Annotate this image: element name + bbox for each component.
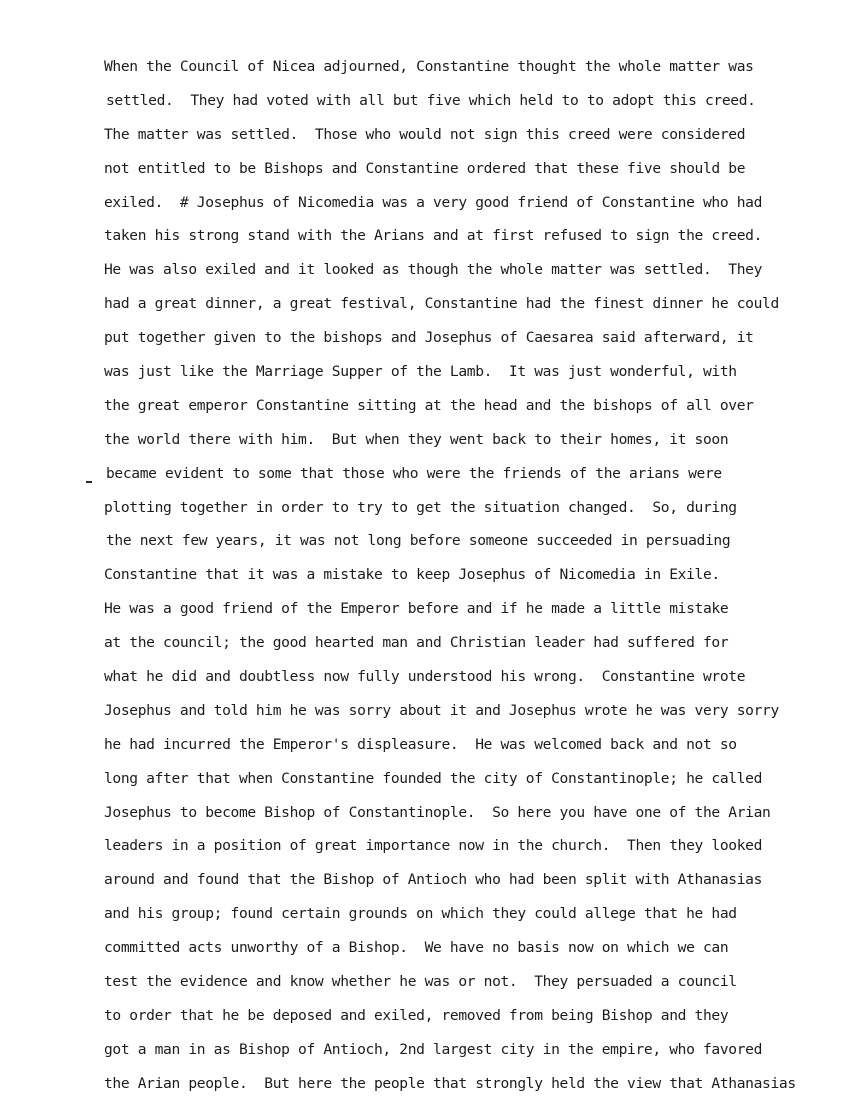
- text-line: was just like the Marriage Supper of the Lamb. It was just wonderful, with: [104, 363, 737, 381]
- text-line: around and found that the Bishop of Antioch who had been split with Athanasias: [104, 871, 763, 889]
- text-line: The matter was settled. Those who would not sign this creed were considered: [104, 125, 746, 143]
- typed-text-body: [104, 50, 824, 1101]
- text-line: taken his strong stand with the Arians and at first refused to sign the creed.: [104, 227, 763, 245]
- text-line: got a man in as Bishop of Antioch, 2nd largest city in the empire, who favored: [104, 1040, 763, 1058]
- text-line: Josephus to become Bishop of Constantinople. So here you have one of the Arian: [104, 803, 771, 821]
- text-line: plotting together in order to try to get the situation changed. So, during: [104, 498, 737, 516]
- text-line: Constantine that it was a mistake to keep Josephus of Nicomedia in Exile.: [104, 566, 720, 584]
- text-line: put together given to the bishops and Josephus of Caesarea said afterward, it: [104, 329, 754, 347]
- margin-mark: [86, 481, 92, 483]
- text-line: and his group; found certain grounds on which they could allege that he had: [104, 905, 737, 923]
- text-line: When the Council of Nicea adjourned, Constantine thought the whole matter was: [104, 58, 754, 75]
- text-line: test the evidence and know whether he was or not. They persuaded a council: [104, 973, 737, 991]
- text-line: what he did and doubtless now fully understood his wrong. Constantine wrote: [104, 668, 746, 686]
- text-line: he had incurred the Emperor's displeasure. He was welcomed back and not so: [104, 735, 737, 753]
- text-line: the great emperor Constantine sitting at the head and the bishops of all over: [104, 396, 754, 414]
- text-line: not entitled to be Bishops and Constantine ordered that these five should be: [104, 159, 746, 177]
- text-line: to order that he be deposed and exiled, removed from being Bishop and they: [104, 1006, 729, 1024]
- text-line: exiled. # Josephus of Nicomedia was a very good friend of Constantine who had: [104, 193, 763, 211]
- text-line: became evident to some that those who were the friends of the arians were: [106, 464, 722, 482]
- text-line: at the council; the good hearted man and Christian leader had suffered for: [104, 634, 729, 652]
- text-line: He was also exiled and it looked as though the whole matter was settled. They: [104, 261, 763, 279]
- text-line: the Arian people. But here the people that strongly held the view that Athanasias: [104, 1074, 796, 1092]
- text-line: Josephus and told him he was sorry about it and Josephus wrote he was very sorry: [104, 701, 779, 719]
- text-line: committed acts unworthy of a Bishop. We have no basis now on which we can: [104, 939, 729, 957]
- text-line: settled. They had voted with all but five which held to to adopt this creed.: [106, 91, 756, 109]
- text-line: the next few years, it was not long before someone succeeded in persuading: [106, 532, 731, 550]
- text-line: had a great dinner, a great festival, Constantine had the finest dinner he could: [104, 295, 779, 313]
- text-line: leaders in a position of great importance now in the church. Then they looked: [104, 837, 763, 855]
- text-line: long after that when Constantine founded the city of Constantinople; he called: [104, 769, 763, 787]
- text-line: He was a good friend of the Emperor before and if he made a little mistake: [104, 600, 729, 618]
- text-line: the world there with him. But when they went back to their homes, it soon: [104, 430, 729, 448]
